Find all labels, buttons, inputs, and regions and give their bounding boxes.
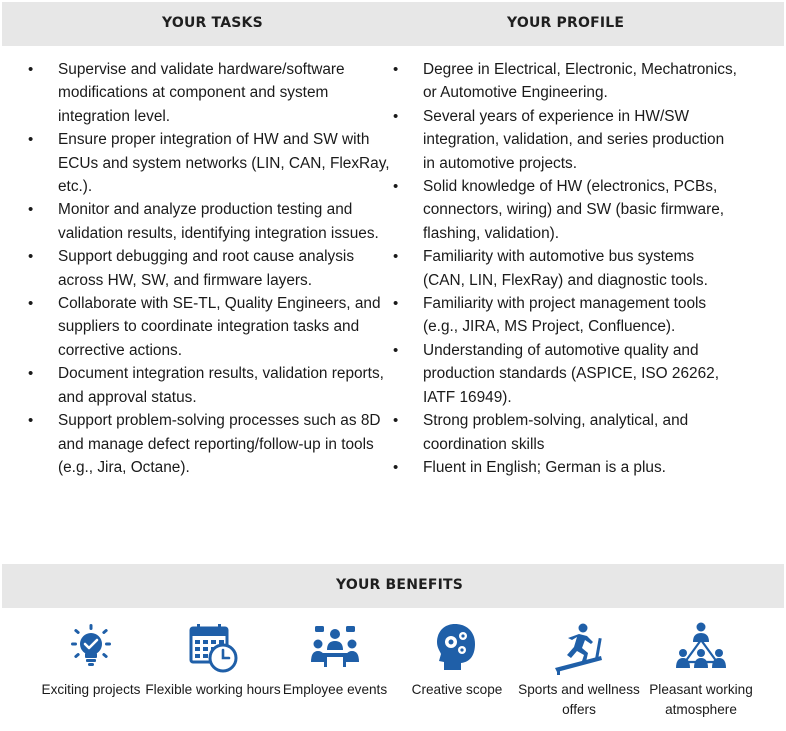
list-item: • Document integration results, validation reports, and approval status. — [28, 362, 390, 409]
benefit-flexible-hours — [143, 620, 283, 700]
list-item: • Strong problem-solving, analytical, and coordination skills — [393, 409, 738, 456]
head-gears-icon — [429, 620, 485, 676]
list-item: • Several years of experience in HW/SW integration, validation, and series production in automotive projects. — [393, 105, 738, 175]
list-item: • Collaborate with SE-TL, Quality Engineers, and suppliers to coordinate integration tasks and corrective actions. — [28, 292, 390, 362]
benefit-sports-wellness — [509, 620, 649, 720]
profile-heading: YOUR PROFILE — [507, 15, 625, 31]
team-network-icon — [673, 620, 729, 676]
treadmill-runner-icon — [551, 620, 607, 676]
list-item: • Support debugging and root cause analysis across HW, SW, and firmware layers. — [28, 245, 390, 292]
benefit-employee-events — [265, 620, 405, 700]
list-item: • Degree in Electrical, Electronic, Mechatronics, or Automotive Engineering. — [393, 58, 738, 105]
tasks-heading: YOUR TASKS — [162, 15, 263, 31]
benefit-label: Exciting projects — [41, 682, 141, 697]
list-item: • Understanding of automotive quality and production standards (ASPICE, ISO 26262, IATF 16949). — [393, 339, 738, 409]
benefit-label: Flexible working hours — [145, 682, 281, 697]
benefit-pleasant-atmosphere — [631, 620, 771, 720]
benefit-label: Sports and wellness offers — [518, 682, 640, 717]
top-header-bar — [2, 2, 784, 46]
benefit-exciting-projects — [21, 620, 161, 700]
list-item: • Familiarity with project management tools (e.g., JIRA, MS Project, Confluence). — [393, 292, 738, 339]
list-item: • Fluent in English; German is a plus. — [393, 456, 738, 479]
list-item: • Monitor and analyze production testing and validation results, identifying integration issues. — [28, 198, 390, 245]
list-item: • Supervise and validate hardware/software modifications at component and system integration level. — [28, 58, 390, 128]
benefit-label: Pleasant working atmosphere — [649, 682, 753, 717]
benefit-label: Employee events — [282, 682, 388, 697]
benefits-header-bar — [2, 564, 784, 608]
profile-list — [393, 58, 738, 479]
list-item: • Solid knowledge of HW (electronics, PCBs, connectors, wiring) and SW (basic firmware, flashing, validation). — [393, 175, 738, 245]
lightbulb-icon — [63, 620, 119, 676]
benefit-label: Creative scope — [411, 682, 503, 697]
meeting-icon — [307, 620, 363, 676]
list-item: • Ensure proper integration of HW and SW with ECUs and system networks (LIN, CAN, FlexRay, etc.). — [28, 128, 390, 198]
list-item: • Familiarity with automotive bus systems (CAN, LIN, FlexRay) and diagnostic tools. — [393, 245, 738, 292]
list-item: • Support problem-solving processes such as 8D and manage defect reporting/follow-up in tools (e.g., Jira, Octane). — [28, 409, 390, 479]
tasks-list — [28, 58, 390, 479]
benefits-heading: YOUR BENEFITS — [336, 577, 464, 593]
benefit-creative-scope — [387, 620, 527, 700]
calendar-clock-icon — [185, 620, 241, 676]
